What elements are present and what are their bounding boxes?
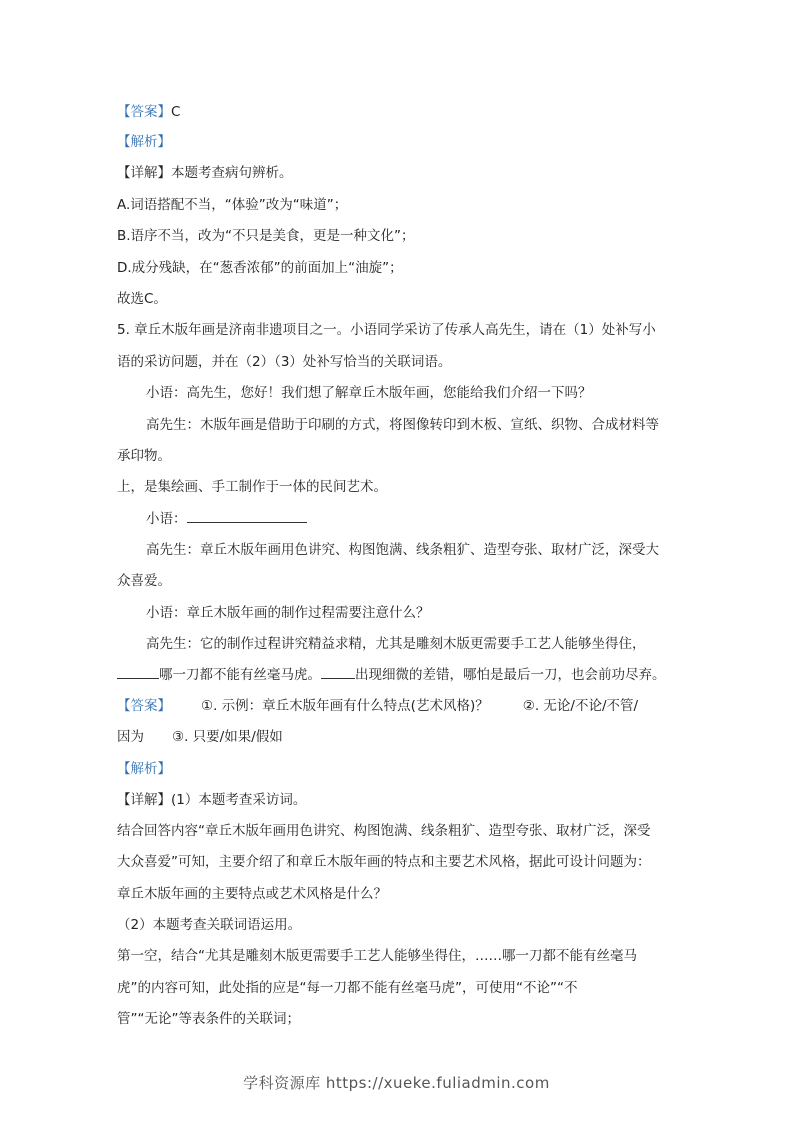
answer-text: C (171, 104, 181, 120)
dialogue-2b: 承印物。 (117, 448, 171, 464)
dialogue-4a: 高先生：章丘木版年画用色讲究、构图饱满、线条粗犷、造型夸张、取材广泛，深受大 (146, 542, 659, 558)
question-5-line-2: 语的采访问题，并在（2）（3）处补写恰当的关联词语。 (117, 354, 452, 370)
dialogue-2a: 高先生：木版年画是借助于印刷的方式，将图像转印到木板、宣纸、织物、合成材料等 (146, 417, 659, 433)
analysis-tag: 【解析】 (117, 134, 171, 150)
analysis-line-2 (117, 760, 687, 778)
dialogue-3-speaker: 小语： (146, 511, 187, 527)
detail-line-2 (117, 791, 687, 809)
footer-watermark: 学科资源库 https://xueke.fuliadmin.com (243, 1074, 550, 1092)
option-b: B.语序不当，改为“不只是美食，更是一种文化”； (117, 228, 415, 244)
detail-paragraph-6: 虎”的内容可知，此处指的应是“每一刀都不能有丝毫马虎”，可使用“不论”“不 (117, 980, 578, 996)
dialogue-6b (117, 666, 687, 684)
detail-line-1 (117, 164, 687, 182)
detail-text-2: (1）本题考查采访词。 (171, 792, 307, 808)
detail-paragraph-3: 章丘木版年画的主要特点或艺术风格是什么？ (117, 886, 387, 902)
detail-paragraph-4: （2）本题考查关联词语运用。 (117, 917, 302, 933)
detail-text: 本题考查病句辨析。 (171, 165, 293, 181)
detail-paragraph-7: 管”“无论”等表条件的关联词； (117, 1011, 300, 1027)
detail-paragraph-2: 大众喜爱”可知，主要介绍了和章丘木版年画的特点和主要艺术风格，据此可设计问题为： (117, 854, 651, 870)
dialogue-6a: 高先生：它的制作过程讲究精益求精，尤其是雕刻木版更需要手工艺人能够坐得住， (146, 636, 646, 652)
answer-line-3 (117, 728, 687, 746)
answer-item-2b: 因为 (117, 729, 144, 745)
answer-line-2 (117, 697, 687, 715)
detail-paragraph-1: 结合回答内容“章丘木版年画用色讲究、构图饱满、线条粗犷、造型夸张、取材广泛，深受 (117, 823, 651, 839)
option-d: D.成分残缺，在“葱香浓郁”的前面加上“油旋”； (117, 260, 403, 276)
answer-item-2: ②. 无论/不论/不管/ (522, 698, 639, 714)
answer-item-3: ③. 只要/如果/假如 (172, 729, 283, 745)
conclusion: 故选C。 (117, 291, 167, 307)
answer-blank-1[interactable] (187, 510, 307, 523)
dialogue-6b-mid: 哪一刀都不能有丝毫马虎。 (159, 667, 321, 683)
dialogue-3 (146, 510, 716, 528)
detail-tag: 【详解】 (117, 165, 171, 181)
dialogue-1: 小语：高先生，您好！我们想了解章丘木版年画，您能给我们介绍一下吗？ (146, 385, 592, 401)
dialogue-6b-end: 出现细微的差错，哪怕是最后一刀，也会前功尽弃。 (355, 667, 666, 683)
option-a: A.词语搭配不当，“体验”改为“味道”； (117, 197, 348, 213)
analysis-line-1 (117, 133, 687, 151)
analysis-tag-2: 【解析】 (117, 761, 171, 777)
answer-item-1: ①. 示例：章丘木版年画有什么特点(艺术风格)？ (201, 698, 489, 714)
answer-blank-3[interactable] (321, 666, 355, 679)
question-5-line-1: 5. 章丘木版年画是济南非遗项目之一。小语同学采访了传承人高先生，请在（1）处补写小 (117, 322, 656, 338)
answer-tag-2: 【答案】 (117, 698, 171, 714)
answer-line-1 (117, 103, 687, 121)
answer-blank-2[interactable] (117, 666, 159, 679)
answer-tag: 【答案】 (117, 104, 171, 120)
detail-tag-2: 【详解】 (117, 792, 171, 808)
dialogue-4b: 众喜爱。 (117, 573, 171, 589)
detail-paragraph-5: 第一空，结合“尤其是雕刻木版更需要手工艺人能够坐得住，……哪一刀都不能有丝毫马 (117, 948, 637, 964)
dialogue-5: 小语：章丘木版年画的制作过程需要注意什么？ (146, 605, 430, 621)
dialogue-2c: 上，是集绘画、手工制作于一体的民间艺术。 (117, 479, 387, 495)
